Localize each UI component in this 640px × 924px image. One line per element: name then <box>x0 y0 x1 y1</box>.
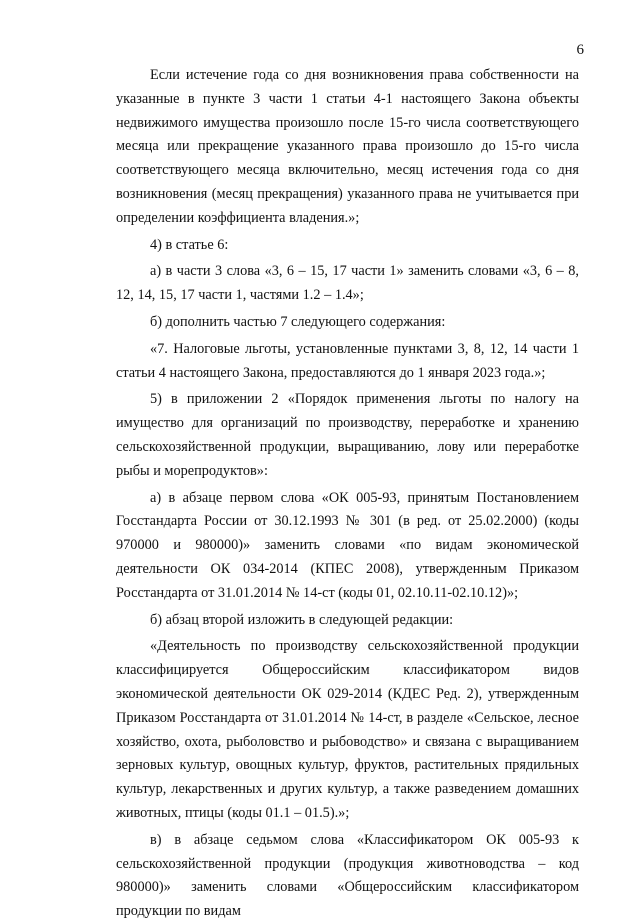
paragraph-appendix-2-item-v: в) в абзаце седьмом слова «Классификатором ОК 005-93 к сельскохозяйственной продукции (продукция животноводства – код 980000)» заменить словами «Общероссийским классификатором продукции по видам <box>116 831 579 920</box>
paragraph-tax-ownership-coefficient: Если истечение года со дня возникновения права собственности на указанные в пункте 3 части 1 статьи 4-1 настоящего Закона объекты недвижимого имущества произошло после 15-го числа соответствующего месяца или прекращение указанного права произошло до 15-го числа соответствующего месяца включительно, месяц истечения года со дня возникновения (месяц прекращения) указанного права не учитывается при определении коэффициента владения.»; <box>116 67 579 226</box>
paragraph-appendix-2: 5) в приложении 2 «Порядок применения льготы по налогу на имущество для организаций по производству, переработке и хранению сельскохозяйственной продукции, выращиванию, лову или переработке рыбы и морепродуктов»: <box>116 391 579 479</box>
page-number: 6 <box>576 42 584 58</box>
paragraph-part-7-text: «7. Налоговые льготы, установленные пунктами 3, 8, 12, 14 части 1 статьи 4 настоящего Закона, предоставляются до 1 января 2023 года.»; <box>116 340 579 381</box>
paragraph-article-6-add-part-7: б) дополнить частью 7 следующего содержания: <box>150 313 446 330</box>
document-body <box>116 64 579 924</box>
paragraph-appendix-2-item-a: а) в абзаце первом слова «ОК 005-93, принятым Постановлением Госстандарта России от 30.12.1993 № 301 (в ред. от 25.02.2000) (коды 970000 и 980000)» заменить словами «по видам экономической деятельности ОК 034-2014 (КПЕС 2008), утвержденным Приказом Росстандарта от 31.01.2014 № 14-ст (коды 01, 02.10.11-02.10.12)»; <box>116 489 579 601</box>
paragraph-article-6-part-3: а) в части 3 слова «3, 6 – 15, 17 части 1» заменить словами «3, 6 – 8, 12, 14, 15, 17 части 1, частями 1.2 – 1.4»; <box>116 263 579 304</box>
paragraph-activity-classification: «Деятельность по производству сельскохозяйственной продукции классифицируется Общероссийским классификатором видов экономической деятельности ОК 029-2014 (КДЕС Ред. 2), утвержденным Приказом Росстандарта от 31.01.2014 № 14-ст, в разделе «Сельское, лесное хозяйство, охота, рыболовство и рыбоводство» и связана с выращиванием зерновых культур, овощных культур, фруктов, растительных прядильных культур, лекарственных и других культур, а также разведением домашних животных, птицы (коды 01.1 – 01.5).»; <box>116 638 579 821</box>
paragraph-appendix-2-item-b: б) абзац второй изложить в следующей редакции: <box>150 611 454 628</box>
paragraph-article-6-heading: 4) в статье 6: <box>150 236 229 253</box>
